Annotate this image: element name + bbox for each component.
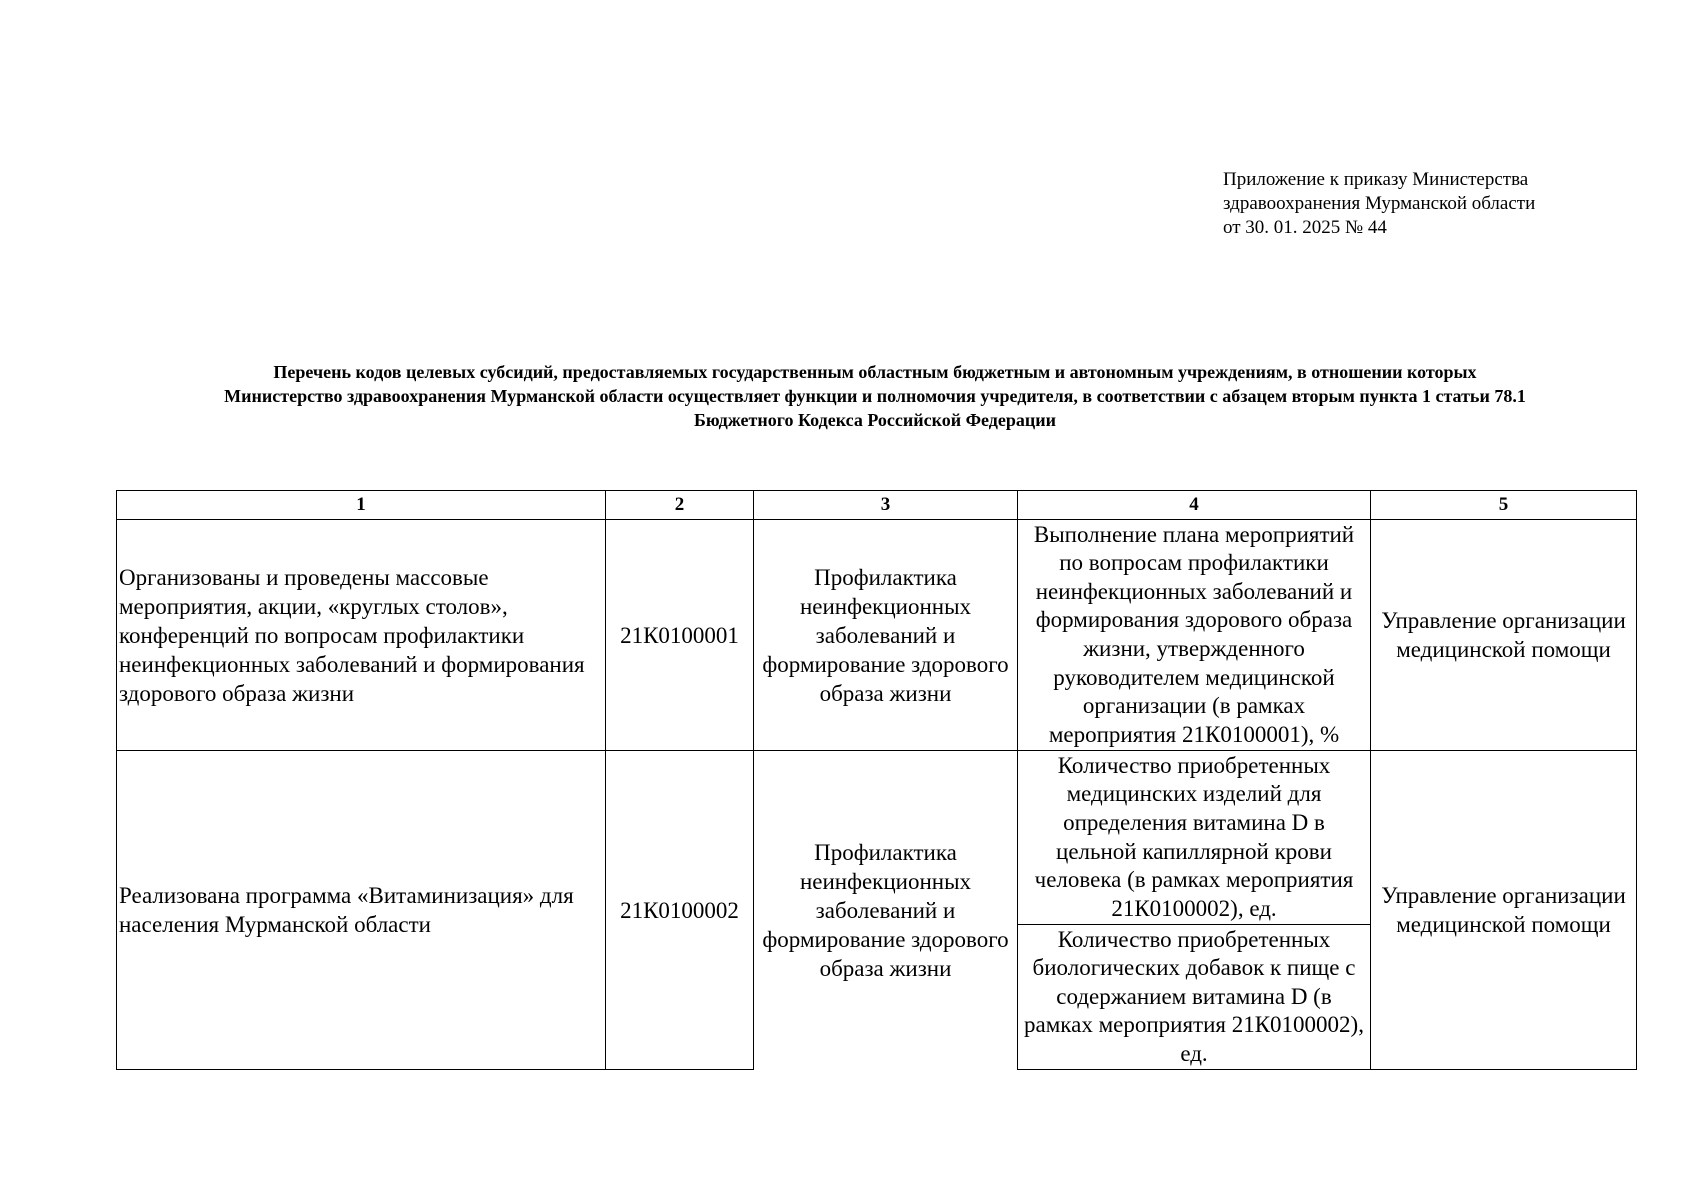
row-1-direction: Профилактика неинфекционных заболеваний и формирование здорового образа жизни	[753, 519, 1017, 750]
row-2-code: 21К0100002	[605, 750, 753, 1070]
column-header-1: 1	[116, 490, 605, 519]
annex-note	[1223, 168, 1673, 240]
column-header-4: 4	[1017, 490, 1370, 519]
row-2-department: Управление организации медицинской помощи	[1370, 750, 1637, 1070]
row-2-measure: Реализована программа «Витаминизация» для населения Мурманской области	[116, 750, 605, 1070]
annex-line-2: здравоохранения Мурманской области	[1223, 193, 1536, 214]
document-title	[100, 360, 1650, 432]
column-header-3: 3	[753, 490, 1017, 519]
row-2-indicator-1: Количество приобретенных медицинских изделий для определения витамина D в цельной капиллярной крови человека (в рамках мероприятия 21К0100002), ед.	[1017, 750, 1370, 924]
annex-line-3: от 30. 01. 2025 № 44	[1223, 217, 1387, 238]
row-1-code: 21К0100001	[605, 519, 753, 750]
title-line-1: Перечень кодов целевых субсидий, предоставляемых государственным областным бюджетным и автономным учреждениям, в отношении которых	[273, 362, 1477, 382]
row-1-measure: Организованы и проведены массовые мероприятия, акции, «круглых столов», конференций по вопросам профилактики неинфекционных заболеваний и формирования здорового образа жизни	[116, 519, 605, 750]
row-2-indicator-2: Количество приобретенных биологических добавок к пище с содержанием витамина D (в рамках мероприятия 21К0100002), ед.	[1017, 924, 1370, 1070]
title-line-2: Министерство здравоохранения Мурманской области осуществляет функции и полномочия учредителя, в соответствии с абзацем вторым пункта 1 статьи 78.1	[224, 386, 1526, 406]
subsidy-codes-table	[116, 490, 1637, 1070]
title-line-3: Бюджетного Кодекса Российской Федерации	[693, 410, 1057, 430]
row-1-indicator-1: Выполнение плана мероприятий по вопросам профилактики неинфекционных заболеваний и формирования здорового образа жизни, утвержденного руководителем медицинской организации (в рамках мероприятия 21К0100001), %	[1017, 519, 1370, 750]
annex-line-1: Приложение к приказу Министерства	[1223, 169, 1529, 190]
row-1-department: Управление организации медицинской помощи	[1370, 519, 1637, 750]
row-2-direction: Профилактика неинфекционных заболеваний и формирование здорового образа жизни	[753, 750, 1017, 1070]
column-header-2: 2	[605, 490, 753, 519]
column-header-5: 5	[1370, 490, 1637, 519]
